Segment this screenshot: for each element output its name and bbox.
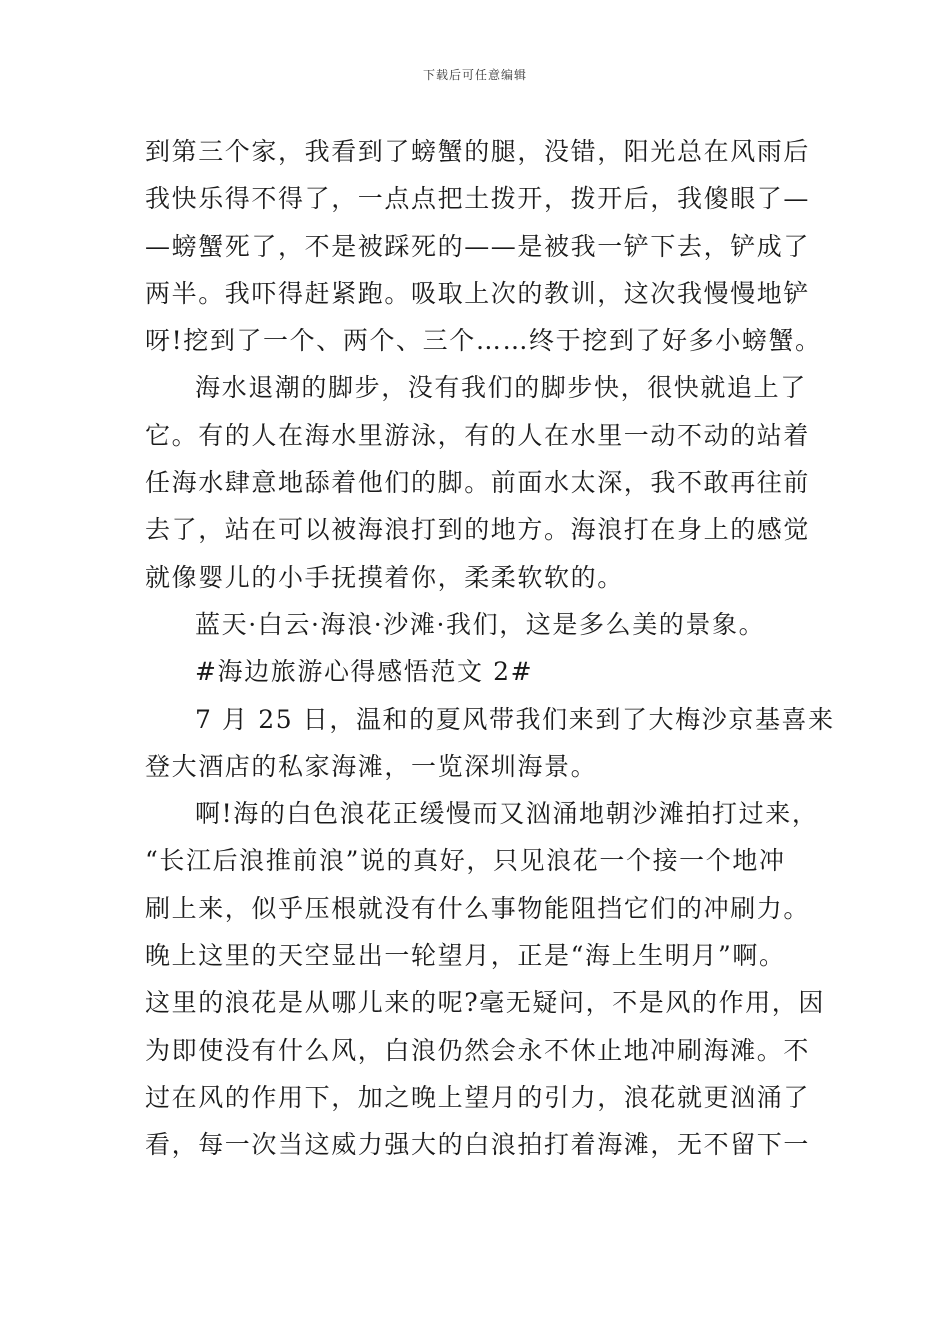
- paragraph-first-line: 啊!海的白色浪花正缓慢而又汹涌地朝沙滩拍打过来，: [195, 799, 819, 829]
- page-header-note: 下载后可任意编辑: [422, 68, 527, 82]
- text-line: 就像婴儿的小手抚摸着你，柔柔软软的。: [145, 562, 624, 592]
- section-heading: #海边旅游心得感悟范文 2#: [195, 657, 534, 687]
- text-line: 去了，站在可以被海浪打到的地方。海浪打在身上的感觉: [145, 515, 811, 545]
- text-line: 它。有的人在海水里游泳，有的人在水里一动不动的站着: [145, 420, 811, 450]
- text-line: 我快乐得不得了，一点点把土拨开，拨开后，我傻眼了—: [145, 184, 811, 214]
- paragraph-first-line: 蓝天·白云·海浪·沙滩·我们，这是多么美的景象。: [195, 609, 766, 639]
- text-line: 这里的浪花是从哪儿来的呢?毫无疑问，不是风的作用，因: [145, 988, 826, 1018]
- text-line: 两半。我吓得赶紧跑。吸取上次的教训，这次我慢慢地铲: [145, 278, 811, 308]
- text-line: 过在风的作用下，加之晚上望月的引力，浪花就更汹涌了: [145, 1082, 811, 1112]
- text-line: 登大酒店的私家海滩，一览深圳海景。: [145, 751, 598, 781]
- text-line: 为即使没有什么风，白浪仍然会永不休止地冲刷海滩。不: [145, 1035, 811, 1065]
- document-body: [145, 128, 835, 1169]
- text-line: 晚上这里的天空显出一轮望月，正是“海上生明月”啊。: [145, 941, 786, 971]
- text-line: 刷上来，似乎压根就没有什么事物能阻挡它们的冲刷力。: [145, 893, 811, 923]
- text-line: 到第三个家，我看到了螃蟹的腿，没错，阳光总在风雨后: [145, 137, 811, 166]
- text-line: “长江后浪推前浪”说的真好，只见浪花一个接一个地冲: [145, 846, 786, 876]
- text-line: 任海水肆意地舔着他们的脚。前面水太深，我不敢再往前: [145, 468, 811, 498]
- paragraph-first-line: 7 月 25 日，温和的夏风带我们来到了大梅沙京基喜来: [195, 704, 835, 734]
- text-line: 呀!挖到了一个、两个、三个……终于挖到了好多小螃蟹。: [145, 326, 822, 356]
- text-line: —螃蟹死了，不是被踩死的——是被我一铲下去，铲成了: [145, 231, 811, 261]
- text-line: 看，每一次当这威力强大的白浪拍打着海滩，无不留下一: [145, 1130, 811, 1160]
- paragraph-first-line: 海水退潮的脚步，没有我们的脚步快，很快就追上了: [195, 373, 807, 403]
